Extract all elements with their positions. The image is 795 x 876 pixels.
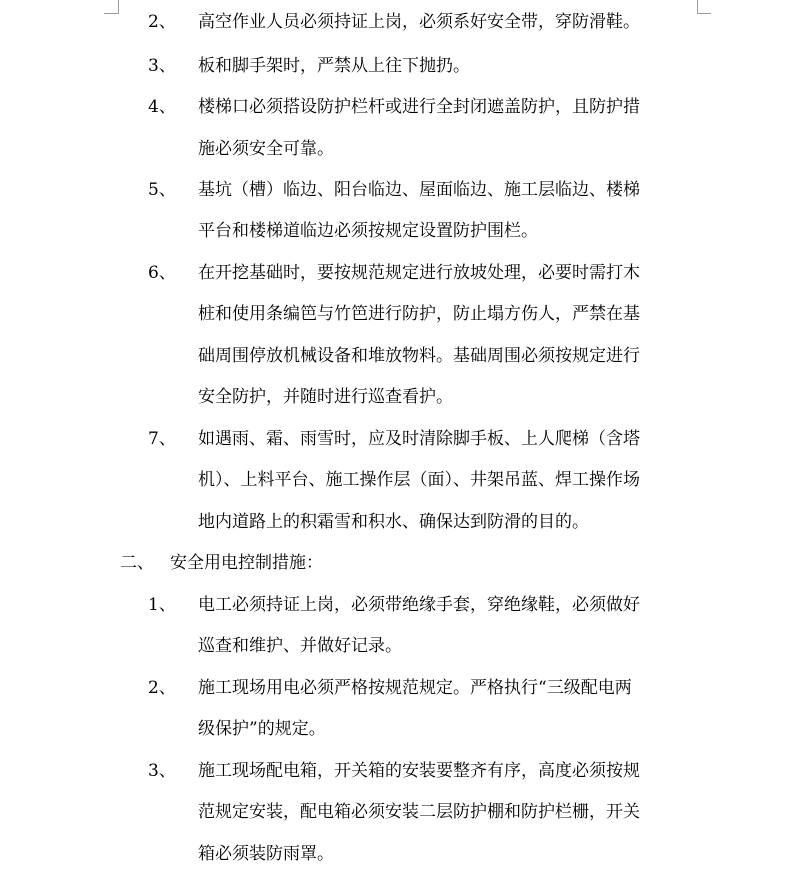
list-item-line: 在开挖基础时，要按规范规定进行放坡处理，必要时需打木 xyxy=(198,263,640,283)
list-item-line: 地内道路上的积霜雪和积水、确保达到防滑的目的。 xyxy=(198,512,589,532)
margin-mark-left-h xyxy=(104,13,118,14)
list-item-line: 楼梯口必须搭设防护栏杆或进行全封闭遮盖防护，且防护措 xyxy=(198,97,640,117)
list-item-number: 5、 xyxy=(148,180,176,200)
list-item-number: 2、 xyxy=(148,678,176,698)
list-item-line: 平台和楼梯道临边必须按规定设置防护围栏。 xyxy=(198,221,538,241)
list-item-line: 级保护”的规定。 xyxy=(198,719,326,739)
list-item-number: 7、 xyxy=(148,429,176,449)
margin-mark-left xyxy=(118,0,119,14)
list-item-line: 桩和使用条编笆与竹笆进行防护，防止塌方伤人，严禁在基 xyxy=(198,304,640,324)
list-item-number: 2、 xyxy=(148,12,176,32)
list-item-line: 机）、上料平台、施工操作层（面）、井架吊蓝、焊工操作场 xyxy=(198,470,640,490)
list-item-line: 巡查和维护、并做好记录。 xyxy=(198,636,402,656)
list-item-number: 4、 xyxy=(148,97,176,117)
list-item-line: 施工现场配电箱，开关箱的安装要整齐有序，高度必须按规 xyxy=(198,761,640,781)
list-item-line: 如遇雨、霜、雨雪时，应及时清除脚手板、上人爬梯（含塔 xyxy=(198,429,640,449)
list-item-line: 础周围停放机械设备和堆放物料。基础周围必须按规定进行 xyxy=(198,346,640,366)
margin-mark-right xyxy=(697,0,698,14)
list-item-line: 电工必须持证上岗，必须带绝缘手套，穿绝缘鞋，必须做好 xyxy=(198,595,640,615)
section-title: 安全用电控制措施： xyxy=(170,553,323,573)
list-item-line: 箱必须装防雨罩。 xyxy=(198,844,334,864)
list-item-number: 3、 xyxy=(148,56,176,76)
list-item-line: 安全防护，并随时进行巡查看护。 xyxy=(198,387,453,407)
list-item-line: 范规定安装，配电箱必须安装二层防护棚和防护栏栅，开关 xyxy=(198,802,640,822)
list-item-number: 6、 xyxy=(148,263,176,283)
list-item-line: 高空作业人员必须持证上岗，必须系好安全带，穿防滑鞋。 xyxy=(198,12,640,32)
list-item-line: 施工现场用电必须严格按规范规定。严格执行“三级配电两 xyxy=(198,678,632,698)
section-number: 二、 xyxy=(120,553,154,573)
list-item-number: 3、 xyxy=(148,761,176,781)
list-item-line: 施必须安全可靠。 xyxy=(198,139,334,159)
margin-mark-right-h xyxy=(697,13,711,14)
list-item-number: 1、 xyxy=(148,595,176,615)
list-item-line: 板和脚手架时，严禁从上往下抛扔。 xyxy=(198,56,470,76)
list-item-line: 基坑（槽）临边、阳台临边、屋面临边、施工层临边、楼梯 xyxy=(198,180,640,200)
